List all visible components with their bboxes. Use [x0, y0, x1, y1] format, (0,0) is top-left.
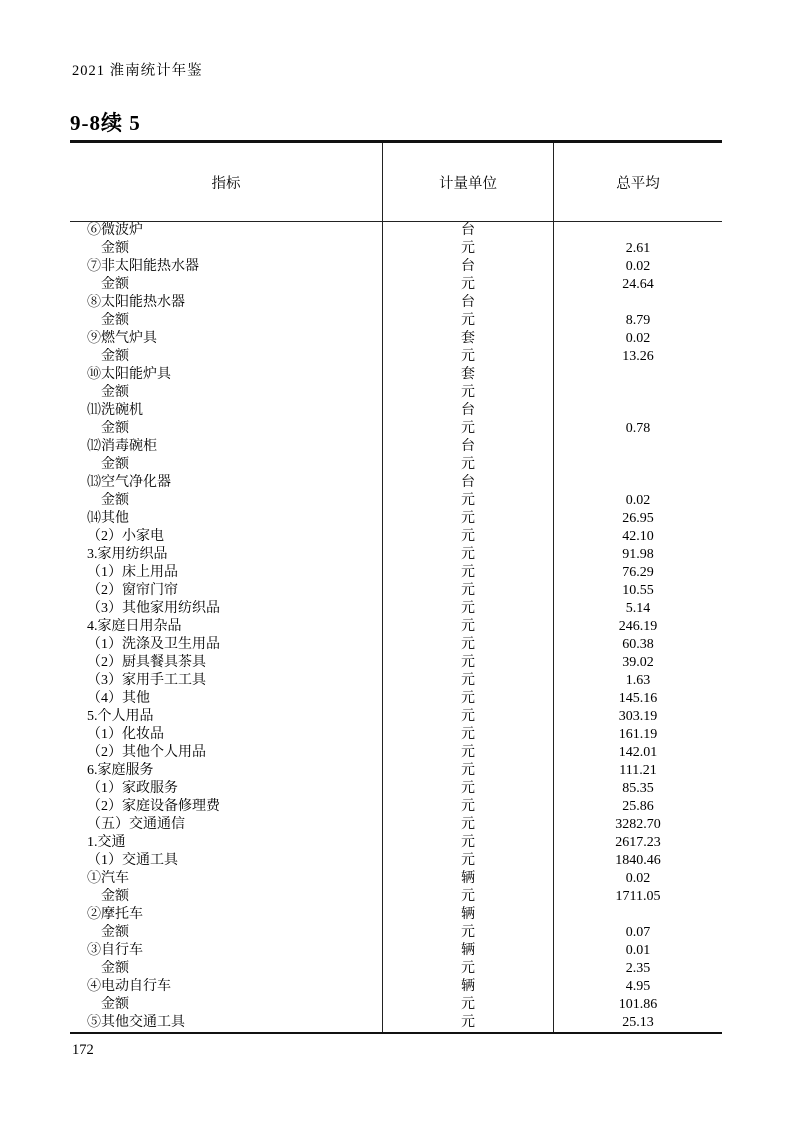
indicator-cell: （1）床上用品: [70, 564, 383, 582]
table-row: [70, 690, 722, 708]
table-title: 9-8续 5: [70, 111, 141, 135]
unit-cell: 元: [383, 564, 554, 582]
unit-cell: 元: [383, 240, 554, 258]
table-row: [70, 852, 722, 870]
table-row: [70, 906, 722, 924]
unit-cell: 元: [383, 618, 554, 636]
unit-cell: 辆: [383, 906, 554, 924]
value-cell: 25.13: [622, 1015, 654, 1030]
unit-cell: 元: [383, 510, 554, 528]
indicator-cell: ⑥微波炉: [70, 222, 383, 240]
statistics-table: [70, 140, 722, 1034]
indicator-cell: （2）小家电: [70, 528, 383, 546]
indicator-cell: ②摩托车: [70, 906, 383, 924]
indicator-cell: 金额: [70, 276, 383, 294]
indicator-cell: ⑩太阳能炉具: [70, 366, 383, 384]
indicator-cell: 金额: [70, 996, 383, 1014]
value-cell: 1840.46: [615, 853, 661, 868]
indicator-cell: ⒁其他: [70, 510, 383, 528]
indicator-cell: （1）交通工具: [70, 852, 383, 870]
value-cell: 0.02: [625, 259, 651, 274]
value-cell: 85.35: [622, 781, 654, 796]
indicator-cell: 金额: [70, 492, 383, 510]
value-cell: 76.29: [622, 565, 654, 580]
indicator-cell: 金额: [70, 348, 383, 366]
value-cell: 303.19: [618, 709, 658, 724]
table-row: [70, 222, 722, 240]
table-body: [70, 222, 722, 1032]
table-row: [70, 384, 722, 402]
unit-cell: 套: [383, 366, 554, 384]
table-row: [70, 762, 722, 780]
table-row: [70, 330, 722, 348]
value-cell: [554, 438, 722, 456]
value-cell: 0.07: [625, 925, 651, 940]
unit-cell: 元: [383, 600, 554, 618]
value-cell: 142.01: [618, 745, 658, 760]
unit-cell: 台: [383, 258, 554, 276]
yearbook-header: 2021 淮南统计年鉴: [72, 63, 203, 79]
table-row: [70, 402, 722, 420]
table-row: [70, 888, 722, 906]
indicator-cell: 金额: [70, 240, 383, 258]
value-cell: 246.19: [618, 619, 658, 634]
table-row: [70, 510, 722, 528]
indicator-cell: 金额: [70, 420, 383, 438]
indicator-cell: ⑿消毒碗柜: [70, 438, 383, 456]
unit-cell: 元: [383, 582, 554, 600]
unit-cell: 元: [383, 276, 554, 294]
value-cell: [554, 294, 722, 312]
unit-cell: 元: [383, 672, 554, 690]
value-cell: [554, 906, 722, 924]
table-row: [70, 996, 722, 1014]
unit-cell: 元: [383, 852, 554, 870]
indicator-cell: 4.家庭日用杂品: [70, 618, 383, 636]
value-cell: 13.26: [622, 349, 654, 364]
unit-cell: 元: [383, 744, 554, 762]
value-cell: 101.86: [618, 997, 658, 1012]
value-cell: [554, 384, 722, 402]
unit-cell: 元: [383, 762, 554, 780]
column-header-unit: 计量单位: [383, 143, 554, 221]
unit-cell: 辆: [383, 978, 554, 996]
table-row: [70, 600, 722, 618]
unit-cell: 辆: [383, 870, 554, 888]
value-cell: 60.38: [622, 637, 654, 652]
indicator-cell: ⑧太阳能热水器: [70, 294, 383, 312]
table-row: [70, 240, 722, 258]
value-cell: [554, 366, 722, 384]
table-row: [70, 672, 722, 690]
unit-cell: 元: [383, 492, 554, 510]
table-row: [70, 870, 722, 888]
indicator-cell: （3）其他家用纺织品: [70, 600, 383, 618]
table-row: [70, 834, 722, 852]
indicator-cell: （2）厨具餐具茶具: [70, 654, 383, 672]
indicator-cell: ⑨燃气炉具: [70, 330, 383, 348]
value-cell: 3282.70: [615, 817, 661, 832]
value-cell: [554, 474, 722, 492]
indicator-cell: （2）窗帘门帘: [70, 582, 383, 600]
table-row: [70, 492, 722, 510]
unit-cell: 元: [383, 924, 554, 942]
table-header-row: [70, 143, 722, 222]
value-cell: 111.21: [619, 763, 657, 778]
unit-cell: 元: [383, 888, 554, 906]
unit-cell: 台: [383, 222, 554, 240]
unit-cell: 台: [383, 474, 554, 492]
table-row: [70, 816, 722, 834]
unit-cell: 元: [383, 420, 554, 438]
value-cell: 24.64: [622, 277, 654, 292]
table-row: [70, 438, 722, 456]
indicator-cell: 金额: [70, 456, 383, 474]
column-header-average: 总平均: [616, 175, 660, 192]
indicator-cell: ⑤其他交通工具: [70, 1014, 383, 1032]
indicator-cell: 1.交通: [70, 834, 383, 852]
value-cell: 0.01: [625, 943, 651, 958]
table-row: [70, 312, 722, 330]
value-cell: 0.02: [625, 871, 651, 886]
indicator-cell: （1）洗涤及卫生用品: [70, 636, 383, 654]
unit-cell: 元: [383, 546, 554, 564]
indicator-cell: 金额: [70, 888, 383, 906]
unit-cell: 套: [383, 330, 554, 348]
unit-cell: 元: [383, 996, 554, 1014]
page-number: 172: [72, 1042, 94, 1058]
table-row: [70, 798, 722, 816]
table-row: [70, 618, 722, 636]
table-row: [70, 564, 722, 582]
value-cell: 0.02: [625, 493, 651, 508]
table-row: [70, 420, 722, 438]
value-cell: 5.14: [625, 601, 651, 616]
table-row: [70, 582, 722, 600]
value-cell: 42.10: [622, 529, 654, 544]
table-row: [70, 348, 722, 366]
unit-cell: 元: [383, 726, 554, 744]
indicator-cell: ⑦非太阳能热水器: [70, 258, 383, 276]
value-cell: 1711.05: [615, 889, 661, 904]
unit-cell: 元: [383, 816, 554, 834]
unit-cell: 元: [383, 654, 554, 672]
value-cell: 25.86: [622, 799, 654, 814]
value-cell: [554, 456, 722, 474]
indicator-cell: ③自行车: [70, 942, 383, 960]
indicator-cell: （4）其他: [70, 690, 383, 708]
table-row: [70, 654, 722, 672]
unit-cell: 元: [383, 960, 554, 978]
value-cell: 145.16: [618, 691, 658, 706]
table-row: [70, 528, 722, 546]
table-row: [70, 1014, 722, 1032]
table-row: [70, 744, 722, 762]
indicator-cell: 金额: [70, 924, 383, 942]
value-cell: 2.35: [625, 961, 651, 976]
unit-cell: 辆: [383, 942, 554, 960]
indicator-cell: ④电动自行车: [70, 978, 383, 996]
table-row: [70, 924, 722, 942]
indicator-cell: （1）家政服务: [70, 780, 383, 798]
unit-cell: 元: [383, 780, 554, 798]
table-row: [70, 942, 722, 960]
table-row: [70, 708, 722, 726]
table-row: [70, 276, 722, 294]
value-cell: 26.95: [622, 511, 654, 526]
unit-cell: 台: [383, 438, 554, 456]
unit-cell: 元: [383, 708, 554, 726]
column-header-indicator: 指标: [70, 143, 383, 221]
value-cell: 91.98: [622, 547, 654, 562]
table-row: [70, 780, 722, 798]
indicator-cell: 金额: [70, 312, 383, 330]
indicator-cell: ⑾洗碗机: [70, 402, 383, 420]
unit-cell: 元: [383, 384, 554, 402]
value-cell: 161.19: [618, 727, 658, 742]
table-row: [70, 456, 722, 474]
unit-cell: 台: [383, 294, 554, 312]
value-cell: 0.78: [625, 421, 651, 436]
unit-cell: 元: [383, 456, 554, 474]
indicator-cell: 金额: [70, 384, 383, 402]
value-cell: 2617.23: [615, 835, 661, 850]
indicator-cell: （3）家用手工工具: [70, 672, 383, 690]
unit-cell: 台: [383, 402, 554, 420]
table-row: [70, 960, 722, 978]
table-row: [70, 258, 722, 276]
value-cell: 39.02: [622, 655, 654, 670]
indicator-cell: （1）化妆品: [70, 726, 383, 744]
indicator-cell: ⒀空气净化器: [70, 474, 383, 492]
value-cell: 4.95: [625, 979, 651, 994]
value-cell: 2.61: [625, 241, 651, 256]
unit-cell: 元: [383, 636, 554, 654]
unit-cell: 元: [383, 312, 554, 330]
unit-cell: 元: [383, 348, 554, 366]
indicator-cell: （2）家庭设备修理费: [70, 798, 383, 816]
indicator-cell: ①汽车: [70, 870, 383, 888]
indicator-cell: 6.家庭服务: [70, 762, 383, 780]
unit-cell: 元: [383, 1014, 554, 1032]
table-row: [70, 294, 722, 312]
unit-cell: 元: [383, 798, 554, 816]
value-cell: [554, 402, 722, 420]
indicator-cell: 金额: [70, 960, 383, 978]
value-cell: 0.02: [625, 331, 651, 346]
table-row: [70, 546, 722, 564]
value-cell: 10.55: [622, 583, 654, 598]
table-row: [70, 636, 722, 654]
table-row: [70, 978, 722, 996]
table-row: [70, 474, 722, 492]
unit-cell: 元: [383, 834, 554, 852]
unit-cell: 元: [383, 528, 554, 546]
value-cell: 8.79: [625, 313, 651, 328]
table-row: [70, 366, 722, 384]
unit-cell: 元: [383, 690, 554, 708]
table-row: [70, 726, 722, 744]
value-cell: [554, 222, 722, 240]
indicator-cell: 5.个人用品: [70, 708, 383, 726]
indicator-cell: 3.家用纺织品: [70, 546, 383, 564]
indicator-cell: （五）交通通信: [70, 816, 383, 834]
indicator-cell: （2）其他个人用品: [70, 744, 383, 762]
value-cell: 1.63: [625, 673, 651, 688]
